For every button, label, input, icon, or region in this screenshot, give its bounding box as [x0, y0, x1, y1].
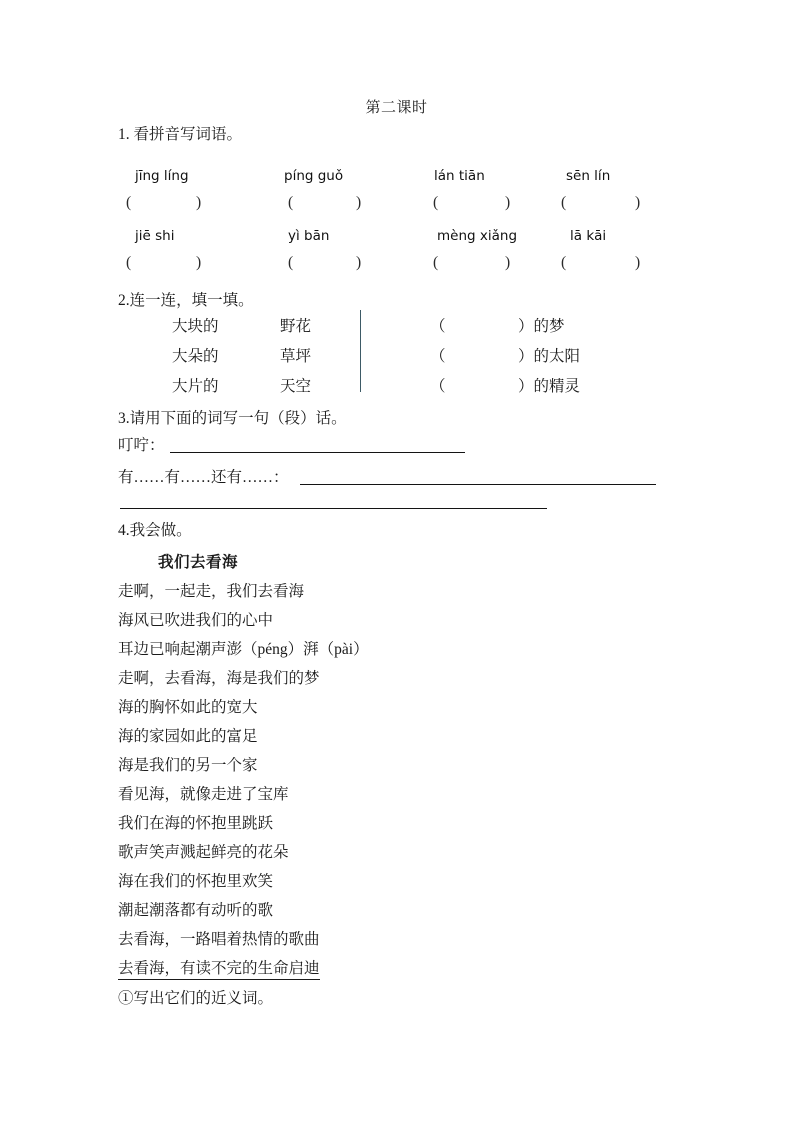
fill-phrase: ）的梦 [518, 318, 565, 335]
sub-question-1: ①写出它们的近义词。 [118, 990, 274, 1007]
answer-blank-line[interactable] [300, 484, 656, 485]
page-title: 第二课时 [365, 100, 428, 116]
bracket-open: ( [288, 254, 294, 271]
pinyin-word: sēn lín [566, 168, 611, 184]
fill-phrase: ）的精灵 [518, 378, 581, 395]
bracket-open: ( [126, 194, 132, 211]
poem-title: 我们去看海 [158, 554, 239, 571]
pinyin-word: jīng líng [135, 168, 189, 184]
bracket-close: ) [635, 254, 641, 271]
poem-line: 海风已吹进我们的心中 [118, 612, 274, 629]
poem-line: 海在我们的怀抱里欢笑 [118, 873, 274, 890]
poem-line: 看见海，就像走进了宝库 [118, 786, 289, 803]
match-left-item[interactable]: 大朵的 [172, 348, 219, 365]
answer-blank-line[interactable] [120, 508, 547, 509]
answer-bracket-row-1 [0, 194, 793, 216]
bracket-close: ) [196, 254, 202, 271]
pinyin-word: mèng xiǎng [437, 228, 518, 244]
bracket-close: ) [635, 194, 641, 211]
bracket-open: ( [288, 194, 294, 211]
bracket-open: ( [126, 254, 132, 271]
pinyin-word: jiē shi [135, 228, 175, 244]
match-divider-line [360, 310, 361, 392]
poem-line: 去看海，一路唱着热情的歌曲 [118, 931, 320, 948]
poem-line: 潮起潮落都有动听的歌 [118, 902, 274, 919]
bracket-open: ( [433, 254, 439, 271]
fill-bracket-open: （ [430, 348, 446, 365]
bracket-close: ) [505, 194, 511, 211]
bracket-close: ) [505, 254, 511, 271]
pinyin-row-2 [0, 228, 793, 250]
poem-line: 歌声笑声溅起鲜亮的花朵 [118, 844, 289, 861]
pinyin-word: yì bān [288, 228, 330, 244]
fill-bracket-open: （ [430, 318, 446, 335]
match-right-item[interactable]: 草坪 [280, 348, 312, 365]
poem-line: 海的家园如此的富足 [118, 728, 258, 745]
bracket-open: ( [561, 254, 567, 271]
poem-line-underlined: 去看海，有读不完的生命启迪 [118, 956, 320, 980]
pinyin-word: lán tiān [434, 168, 485, 184]
question-1-heading: 1. 看拼音写词语。 [118, 126, 243, 143]
prompt-label: 叮咛： [118, 437, 165, 454]
bracket-open: ( [561, 194, 567, 211]
question-3-heading: 3.请用下面的词写一句（段）话。 [118, 410, 347, 427]
bracket-close: ) [356, 194, 362, 211]
match-right-item[interactable]: 野花 [280, 318, 312, 335]
question-2-heading: 2.连一连，填一填。 [118, 292, 254, 309]
match-left-item[interactable]: 大片的 [172, 378, 219, 395]
poem-line: 我们在海的怀抱里跳跃 [118, 815, 274, 832]
pinyin-row-1 [0, 168, 793, 190]
fill-phrase: ）的太阳 [518, 348, 581, 365]
poem-line: 海的胸怀如此的宽大 [118, 699, 258, 716]
answer-bracket-row-2 [0, 254, 793, 276]
bracket-close: ) [196, 194, 202, 211]
poem-line: 走啊，一起走，我们去看海 [118, 583, 305, 600]
prompt-label: 有……有……还有……： [118, 469, 289, 486]
question-4-heading: 4.我会做。 [118, 522, 192, 539]
match-right-item[interactable]: 天空 [280, 378, 312, 395]
match-left-item[interactable]: 大块的 [172, 318, 219, 335]
poem-line: 耳边已响起潮声澎（péng）湃（pài） [118, 641, 369, 658]
bracket-close: ) [356, 254, 362, 271]
answer-blank-line[interactable] [170, 452, 465, 453]
fill-bracket-open: （ [430, 378, 446, 395]
bracket-open: ( [433, 194, 439, 211]
poem-line: 海是我们的另一个家 [118, 757, 258, 774]
poem-line: 走啊，去看海，海是我们的梦 [118, 670, 320, 687]
pinyin-word: lā kāi [570, 228, 607, 244]
pinyin-word: píng guǒ [284, 168, 344, 184]
